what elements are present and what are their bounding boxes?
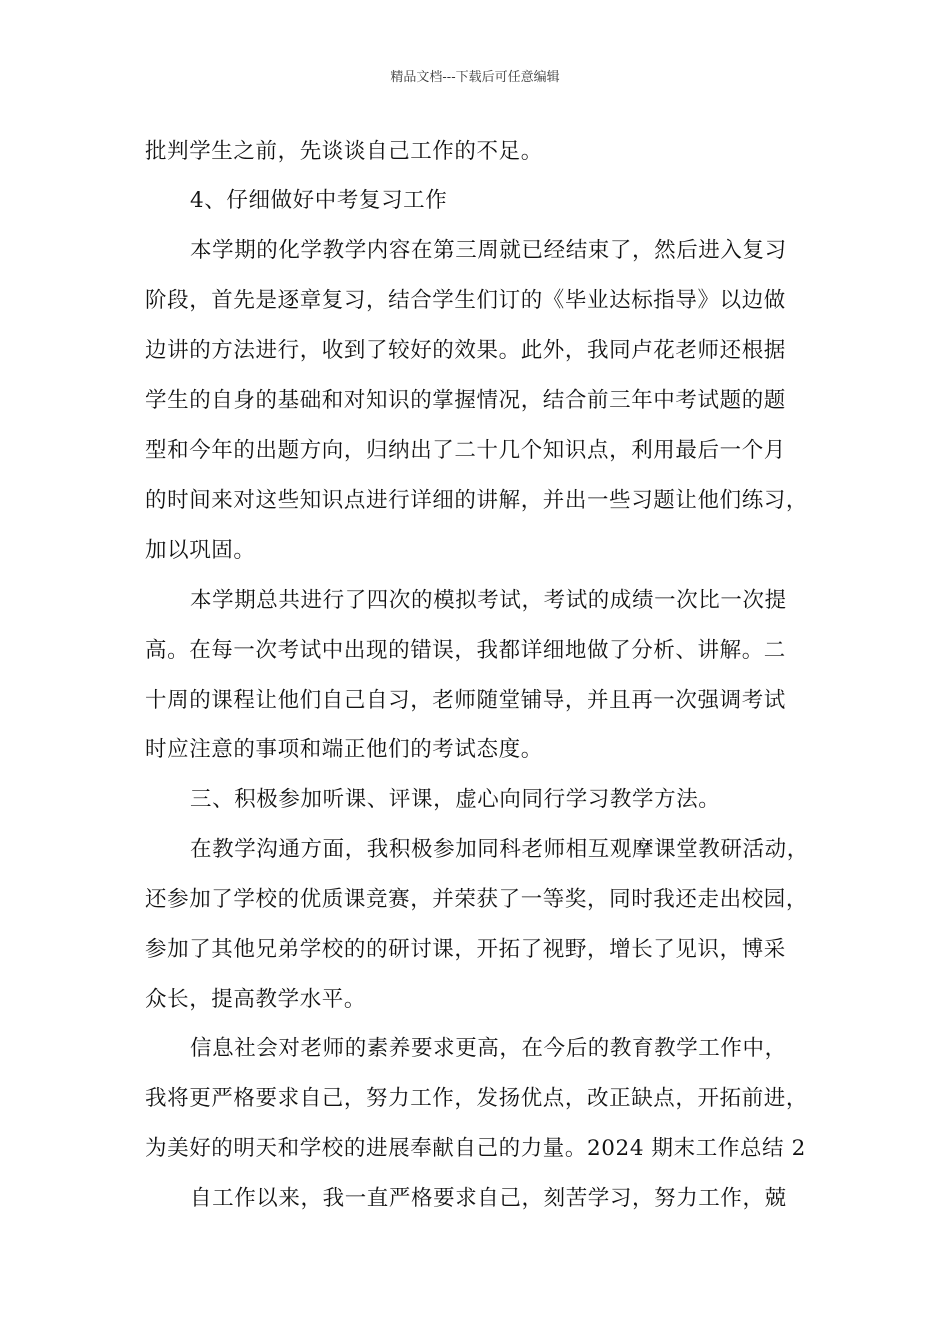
text-line: 为美好的明天和学校的进展奉献自己的力量。2024 期末工作总结 2 — [145, 1136, 806, 1161]
text-line: 加以巩固。 — [145, 538, 256, 563]
text-line: 的时间来对这些知识点进行详细的讲解，并出一些习题让他们练习， — [145, 488, 809, 513]
text-line: 参加了其他兄弟学校的的研讨课，开拓了视野，增长了见识，博采 — [145, 937, 786, 962]
text-line: 还参加了学校的优质课竞赛，并荣获了一等奖，同时我还走出校园， — [145, 887, 809, 912]
text-line: 学生的自身的基础和对知识的掌握情况，结合前三年中考试题的题 — [145, 388, 786, 413]
text-line: 本学期的化学教学内容在第三周就已经结束了，然后进入复习 — [190, 238, 787, 263]
text-line: 时应注意的事项和端正他们的考试态度。 — [145, 737, 543, 762]
text-line: 在教学沟通方面，我积极参加同科老师相互观摩课堂教研活动， — [190, 837, 809, 862]
text-line: 批判学生之前，先谈谈自己工作的不足。 — [145, 139, 543, 164]
section-heading: 三、积极参加听课、评课，虚心向同行学习教学方法。 — [190, 787, 721, 812]
text-line: 我将更严格要求自己，努力工作，发扬优点，改正缺点，开拓前进， — [145, 1086, 809, 1111]
text-line: 本学期总共进行了四次的模拟考试，考试的成绩一次比一次提 — [190, 588, 787, 613]
text-line: 信息社会对老师的素养要求更高，在今后的教育教学工作中， — [190, 1036, 787, 1061]
section-heading: 4、仔细做好中考复习工作 — [190, 188, 448, 213]
text-line: 边讲的方法进行，收到了较好的效果。此外，我同卢花老师还根据 — [145, 338, 786, 363]
text-line: 型和今年的出题方向，归纳出了二十几个知识点，利用最后一个月 — [145, 438, 786, 463]
page-header: 精品文档---下载后可任意编辑 — [390, 70, 560, 85]
text-line: 自工作以来，我一直严格要求自己，刻苦学习，努力工作，兢 — [190, 1186, 787, 1211]
text-line: 阶段，首先是逐章复习，结合学生们订的《毕业达标指导》以边做 — [145, 288, 786, 313]
text-line: 众长，提高教学水平。 — [145, 987, 367, 1012]
text-line: 十周的课程让他们自己自习，老师随堂铺导，并且再一次强调考试 — [145, 688, 786, 713]
text-line: 高。在每一次考试中出现的错误，我都详细地做了分析、讲解。二 — [145, 638, 786, 663]
